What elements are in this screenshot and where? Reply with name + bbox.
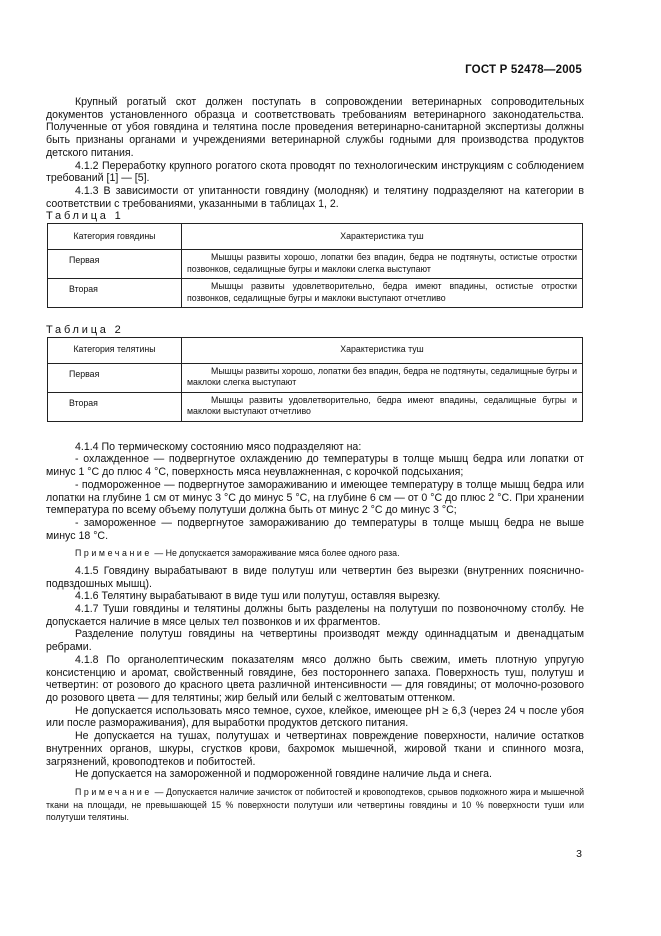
table-cell-category: Вторая — [48, 392, 182, 421]
page-number: 3 — [576, 848, 582, 860]
paragraph: - охлажденное — подвергнутое охлаждению до температуры в толще мышц бедра или лопатки от минус 1 °С до плюс 4 °С, поверхность мяса неувлажненная, с корочкой подсыхания; — [46, 453, 584, 479]
table1 — [47, 223, 583, 308]
paragraph: 4.1.8 По органолептическим показателям мясо должно быть свежим, иметь плотную упругую консистенцию и аромат, свойственный говядине, без постороннего запаха. Поверхность туш, полутуш и четвертин: от розового до красного цвета различной интенсивности — для говядины; от молочно-розового до розового цвета — для телятины; жир белый или белый с желтоватым оттенком. — [46, 653, 584, 704]
note-text: — Допускается наличие зачисток от побитостей и кровоподтеков, срывов подкожного жира и мышечной ткани на площади, не превышающей 15 % поверхности полутуши или четвертины говядины и 10 % поверхности туши или полутуши телятины. — [46, 786, 584, 823]
note — [46, 547, 584, 560]
table-header-characteristic: Характеристика туш — [182, 337, 583, 363]
table-cell-desc: Мышцы развиты хорошо, лопатки без впадин, бедра не подтянуты, остистые отростки позвонков, седалищные бугры и маклоки слегка выступают — [182, 250, 583, 279]
paragraph: Крупный рогатый скот должен поступать в сопровождении ветеринарных сопроводительных документов установленного образца и соответствовать требованиям ветеринарного законодательства. Полученные от убоя говядина и телятина после проведения ветеринарно-санитарной экспертизы должны быть признаны органами и учреждениями ветеринарной службы годными для производства продуктов детского питания. — [46, 96, 584, 159]
paragraph: 4.1.6 Телятину вырабатывают в виде туш или полутуш, оставляя вырезку. — [75, 590, 441, 603]
table-header-category: Категория говядины — [48, 224, 182, 250]
document-header: ГОСТ Р 52478—2005 — [465, 64, 582, 76]
note — [46, 786, 584, 824]
note-label: Примечание — [75, 786, 152, 797]
paragraph: 4.1.5 Говядину вырабатывают в виде полутуш или четвертин без вырезки (внутренних пояснично-подвздошных мышц). — [46, 564, 584, 590]
table-header-row — [48, 224, 583, 250]
note-label: Примечание — [75, 548, 152, 559]
note-text: — Не допускается замораживание мяса более одного раза. — [151, 548, 400, 559]
table-cell-desc: Мышцы развиты хорошо, лопатки без впадин, бедра не подтянуты, седалищные бугры и маклоки слегка выступают — [182, 363, 583, 392]
table1-caption: Таблица 1 — [46, 210, 124, 223]
table-cell-desc: Мышцы развиты удовлетворительно, бедра имеют впадины, остистые отростки позвонков, седалищные бугры и маклоки выступают отчетливо — [182, 279, 583, 308]
paragraph: - подмороженное — подвергнутое замораживанию и имеющее температуру в толще мышц бедра или лопатки на глубине 1 см от минус 3 °С до минус 5 °С, на глубине 6 см — от 0 °С до плюс 2 °С. При хранении температура по всему объему полутуши должна быть от минус 2 °С до минус 3 °С; — [46, 478, 584, 517]
document-body — [46, 96, 584, 829]
table-header-category: Категория телятины — [48, 337, 182, 363]
table-row — [48, 279, 583, 308]
table-row — [48, 363, 583, 392]
table-row — [48, 250, 583, 279]
paragraph: Разделение полутуш говядины на четвертины производят между одиннадцатым и двенадцатым ребрами. — [46, 628, 584, 654]
table-header-row — [48, 337, 583, 363]
table2-caption: Таблица 2 — [46, 324, 124, 337]
paragraph: 4.1.3 В зависимости от упитанности говядину (молодняк) и телятину подразделяют на категории в соответствии с требованиями, указанными в таблицах 1, 2. — [46, 184, 584, 210]
table-row — [48, 392, 583, 421]
paragraph: Не допускается использовать мясо темное, сухое, клейкое, имеющее рН ≥ 6,3 (через 24 ч после убоя или после размораживания), для выработки продуктов детского питания. — [46, 704, 584, 730]
paragraph: Не допускается на замороженной и подмороженной говядине наличие льда и снега. — [75, 768, 492, 781]
table-cell-category: Вторая — [48, 279, 182, 308]
table2 — [47, 337, 583, 422]
paragraph: 4.1.7 Туши говядины и телятины должны быть разделены на полутуши по позвоночному столбу. Не допускается наличие в мясе целых тел позвонков и их фрагментов. — [46, 603, 584, 628]
paragraph: - замороженное — подвергнутое замораживанию до температуры в толще мышц бедра не выше минус 18 °С. — [46, 516, 584, 542]
paragraph: 4.1.2 Переработку крупного рогатого скота проводят по технологическим инструкциям с соблюдением требований [1] — [5]. — [46, 159, 584, 185]
table-cell-category: Первая — [48, 363, 182, 392]
table-cell-desc: Мышцы развиты удовлетворительно, бедра имеют впадины, седалищные бугры и маклоки выступают отчетливо — [182, 392, 583, 421]
table-header-characteristic: Характеристика туш — [182, 224, 583, 250]
table-cell-category: Первая — [48, 250, 182, 279]
paragraph: 4.1.4 По термическому состоянию мясо подразделяют на: — [75, 440, 362, 453]
paragraph: Не допускается на тушах, полутушах и четвертинах повреждение поверхности, наличие остатков внутренних органов, шкуры, сгустков крови, бахромок мышечной, жировой ткани и спинного мозга, загрязнений, кровоподтеков и побитостей. — [46, 730, 584, 768]
